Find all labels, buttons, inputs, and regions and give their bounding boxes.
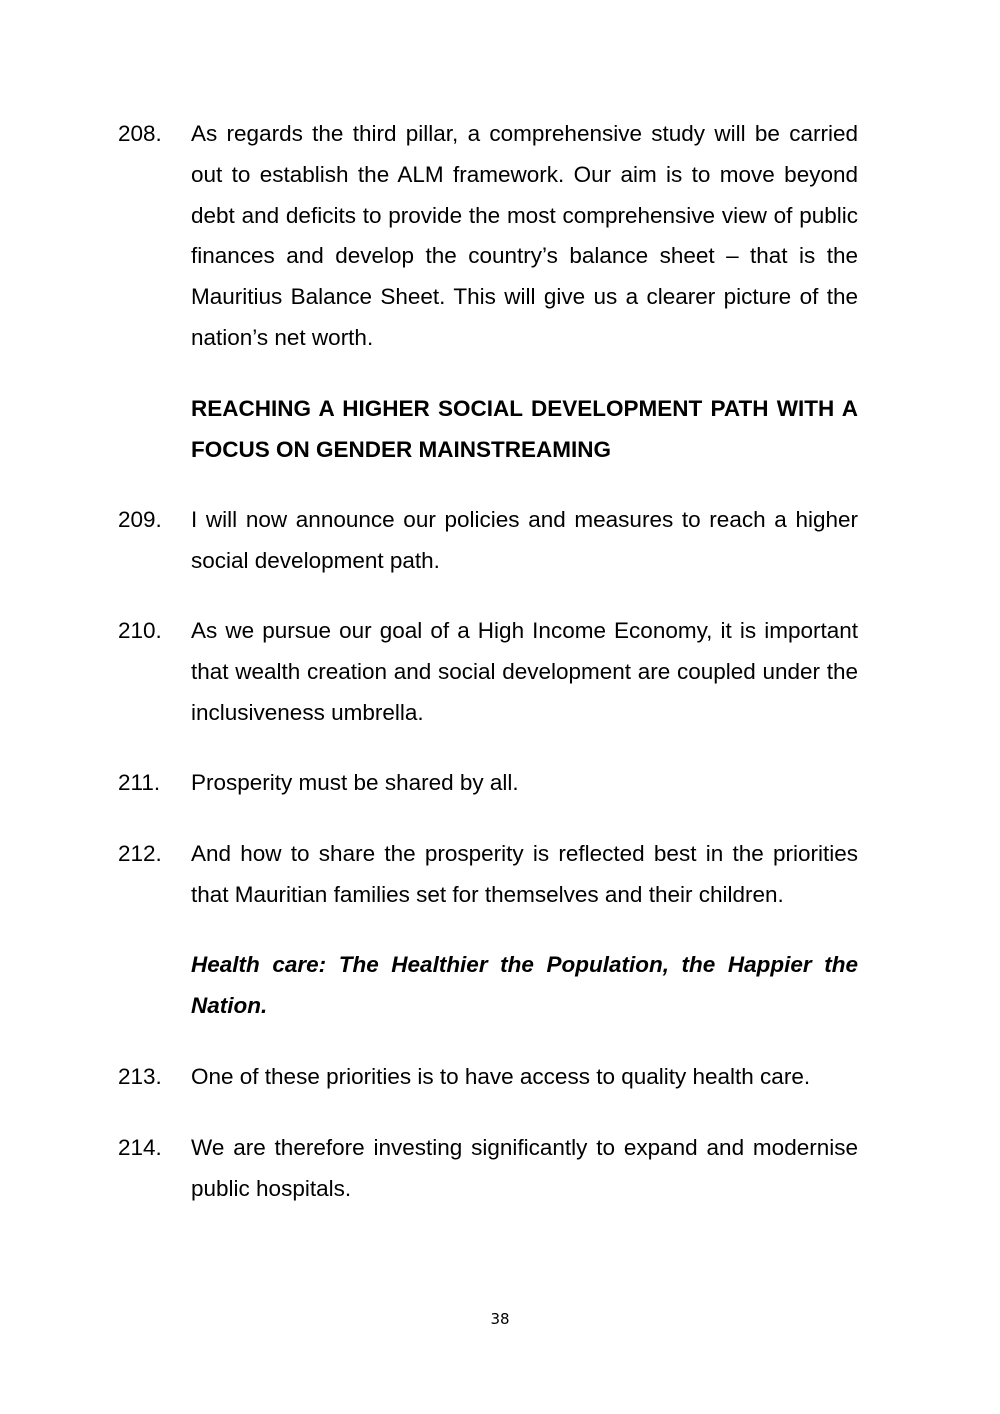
paragraph-number: 212. [118, 841, 162, 866]
paragraph-text: As we pursue our goal of a High Income Economy, it is important that wealth creation and social development are coupled under the inclusiveness umbrella. [191, 618, 858, 725]
paragraph-text: Prosperity must be shared by all. [191, 770, 519, 795]
paragraph-number: 213. [118, 1064, 162, 1089]
paragraph-214 [118, 1128, 858, 1210]
paragraph-text: One of these priorities is to have access to quality health care. [191, 1064, 811, 1089]
paragraph-number: 210. [118, 618, 162, 643]
paragraph-210 [118, 611, 858, 733]
paragraph-211 [118, 763, 858, 804]
paragraph-209 [118, 500, 858, 582]
paragraph-number: 208. [118, 121, 162, 146]
paragraph-text: And how to share the prosperity is reflected best in the priorities that Mauritian families set for themselves and their children. [191, 841, 858, 907]
page-number: 38 [490, 1310, 510, 1328]
sub-heading: Health care: The Healthier the Population, the Happier the Nation. [191, 952, 858, 1018]
section-heading: REACHING A HIGHER SOCIAL DEVELOPMENT PATH WITH A FOCUS ON GENDER MAINSTREAMING [191, 396, 858, 462]
paragraph-number: 209. [118, 507, 162, 532]
paragraph-text: As regards the third pillar, a comprehensive study will be carried out to establish the ALM framework. Our aim is to move beyond debt and deficits to provide the most comprehensive view of public finances and develop the country’s balance sheet – that is the Mauritius Balance Sheet. This will give us a clearer picture of the nation’s net worth. [191, 121, 858, 350]
paragraph-number: 211. [118, 770, 161, 795]
paragraph-text: I will now announce our policies and measures to reach a higher social development path. [191, 507, 858, 573]
paragraph-213 [118, 1057, 858, 1098]
paragraph-212 [118, 834, 858, 916]
paragraph-208 [118, 114, 858, 359]
paragraph-text: We are therefore investing significantly to expand and modernise public hospitals. [191, 1135, 858, 1201]
paragraph-number: 214. [118, 1135, 162, 1160]
